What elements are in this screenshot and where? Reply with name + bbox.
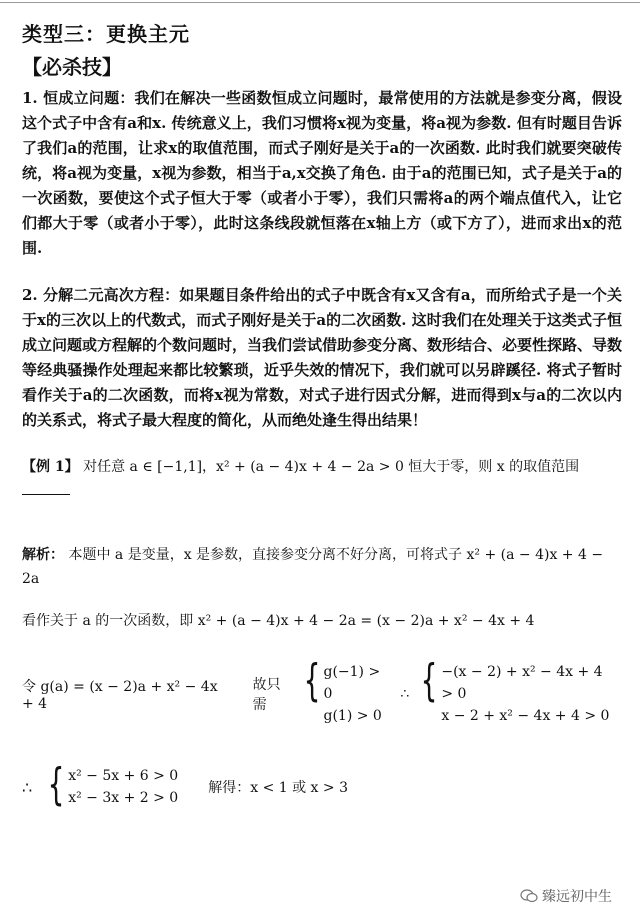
- system-3: [42, 759, 179, 811]
- example-1: [22, 455, 622, 503]
- solution-line-3: [22, 655, 622, 729]
- watermark-text: 臻远初中生: [542, 889, 612, 905]
- system-2: [415, 655, 616, 729]
- solution-text-1: 本题中 a 是变量，x 是参数，直接参变分离不好分离，可将式子 x² + (a − 4)x + 4 − 2a: [22, 547, 604, 587]
- example-text: 对任意 a ∈ [−1,1]，x² + (a − 4)x + 4 − 2a > 0 恒大于零，则 x 的取值范围: [83, 459, 580, 475]
- paragraph-2: 2. 分解二元高次方程：如果题目条件给出的式子中既含有x又含有a，而所给式子是一个关于x的三次以上的代数式，而式子刚好是关于a的二次函数. 这时我们在处理关于这类式子恒成立问题或方程解的个数问题时，当我们尝试借助参变分离、数形结合、必要性探路、导数等经典骚操作处理起来都比较繁琐，近乎失效的情况下，我们就可以另辟蹊径. 将式子暂时看作关于a的二次函数，而将x视为常数，对式子进行因式分解，进而得到x与a的二次以内的关系式，将式子最大程度的简化，从而绝处逢生得出结果！: [22, 286, 623, 429]
- system-1-line-1: g(−1) > 0: [323, 664, 381, 702]
- solution-line-1: [22, 543, 622, 591]
- therefore-symbol: ∴: [400, 686, 410, 702]
- therefore-symbol: ∴: [22, 777, 33, 797]
- system-3-line-1: x² − 5x + 6 > 0: [68, 768, 179, 784]
- brace-icon: {: [420, 655, 438, 706]
- system-1-line-2: g(1) > 0: [323, 708, 382, 724]
- section-subtitle: 【必杀技】: [22, 55, 122, 79]
- watermark: [520, 886, 612, 906]
- only-need-label: 故只需: [252, 677, 281, 713]
- system-2-line-2: x − 2 + x² − 4x + 4 > 0: [441, 708, 610, 724]
- system-3-line-2: x² − 3x + 2 > 0: [68, 790, 179, 806]
- solution-tag: 解析：: [22, 547, 64, 563]
- wechat-icon: [520, 889, 538, 903]
- document-page: [22, 18, 622, 811]
- section-title: 类型三：更换主元: [22, 22, 190, 46]
- brace-icon: {: [47, 759, 65, 810]
- system-1: [298, 655, 387, 729]
- system-2-line-1: −(x − 2) + x² − 4x + 4 > 0: [441, 664, 603, 702]
- g-definition: 令 g(a) = (x − 2)a + x² − 4x + 4: [22, 679, 218, 712]
- solution-line-2: 看作关于 a 的一次函数，即 x² + (a − 4)x + 4 − 2a = (x − 2)a + x² − 4x + 4: [22, 613, 535, 629]
- final-answer: 解得：x < 1 或 x > 3: [208, 780, 348, 796]
- brace-icon: {: [303, 655, 320, 706]
- solution-line-4: [22, 759, 622, 811]
- paragraph-1: 1. 恒成立问题：我们在解决一些函数恒成立问题时，最常使用的方法就是参变分离，假设这个式子中含有a和x. 传统意义上，我们习惯将x视为变量，将a视为参数. 但有时题目告诉了我们a的范围，让求x的取值范围，而式子刚好是关于a的一次函数. 此时我们就要突破传统，将a视为变量，x视为参数，相当于a,x交换了角色. 由于a的范围已知，式子是关于a的一次函数，要使这个式子恒大于零（或者小于零），我们只需将a的两个端点值代入，让它们都大于零（或者小于零），此时这条线段就恒落在x轴上方（或下方了），进而求出x的范围.: [22, 89, 622, 257]
- answer-blank: [22, 480, 70, 495]
- top-rule: [0, 2, 640, 3]
- example-tag: 【例 1】: [22, 459, 79, 475]
